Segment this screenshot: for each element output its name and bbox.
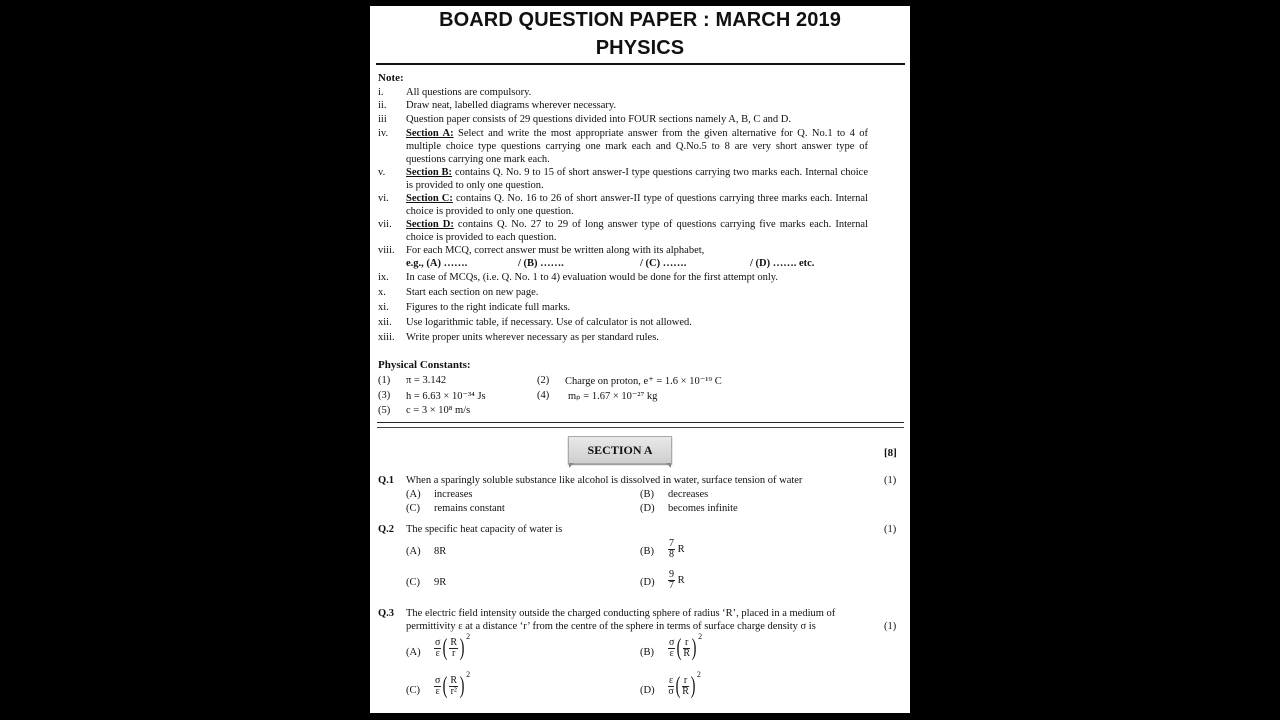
suffix: R — [677, 543, 685, 555]
note-text — [406, 166, 868, 192]
section-c-label: Section C: — [406, 193, 453, 204]
note-number: x. — [378, 287, 386, 298]
note-text — [406, 192, 868, 218]
numerator: σ — [669, 636, 675, 648]
note-text: All questions are compulsory. — [406, 87, 532, 98]
question-number: Q.3 — [378, 608, 395, 619]
numerator: r — [685, 636, 689, 648]
note-text: Question paper consists of 29 questions divided into FOUR sections namely A, B, C and D. — [406, 114, 791, 125]
exponent: 2 — [698, 632, 703, 641]
option-label: (A) — [406, 546, 421, 557]
option-expression: $\frac{\sigma}{\varepsilon}$ ( $\frac{R}{\text{r²}}$ ) 2 — [435, 670, 471, 699]
note-item — [378, 218, 868, 244]
option-label: (C) — [406, 685, 420, 696]
header-rule — [376, 63, 905, 65]
mcq-example-d: / (D) ……. etc. — [750, 258, 815, 269]
notes-heading: Note: — [378, 72, 404, 84]
question-marks: (1) — [884, 524, 897, 535]
option-label: (D) — [640, 577, 655, 588]
mcq-example-a: e.g., (A) ……. — [406, 258, 468, 269]
section-marks: [8] — [884, 447, 897, 459]
note-number: xii. — [378, 317, 392, 328]
option-text: becomes infinite — [668, 503, 738, 514]
note-text: Write proper units wherever necessary as per standard rules. — [406, 332, 659, 343]
note-text: Start each section on new page. — [406, 287, 539, 298]
denominator: ε — [435, 685, 440, 697]
numerator: 7 — [669, 538, 674, 549]
denominator: R — [683, 647, 691, 659]
constant-value: π = 3.142 — [406, 375, 447, 386]
denominator: ε — [435, 647, 440, 659]
note-number: viii. — [378, 245, 395, 256]
section-d-label: Section D: — [406, 219, 454, 230]
mcq-example-c: / (C) ……. — [640, 258, 687, 269]
exponent: 2 — [696, 670, 701, 679]
note-number: i. — [378, 87, 384, 98]
note-text: Draw neat, labelled diagrams wherever necessary. — [406, 100, 617, 111]
note-text — [406, 218, 868, 244]
option-expression: $\frac{\sigma}{\varepsilon}$ ( $\frac{r}{R}$ ) 2 — [669, 632, 703, 661]
note-text: Use logarithmic table, if necessary. Use of calculator is not allowed. — [406, 317, 692, 328]
note-number: ix. — [378, 272, 389, 283]
exponent: 2 — [466, 670, 471, 679]
note-item — [378, 127, 868, 167]
constant-number: (4) — [537, 390, 550, 401]
option-label: (D) — [640, 685, 655, 696]
note-text — [406, 127, 868, 166]
option-text: 9R — [434, 577, 447, 588]
option-text: increases — [434, 489, 473, 500]
option-expression: $\frac{\varepsilon}{\sigma}$ ( $\frac{r}{R}$ ) 2 — [668, 670, 701, 699]
suffix: R — [677, 574, 685, 586]
section-label: SECTION A — [587, 443, 653, 457]
exponent: 2 — [466, 632, 471, 641]
option-fraction — [668, 570, 685, 591]
note-number: v. — [378, 167, 386, 178]
banner-fold-right — [666, 463, 671, 468]
note-item — [378, 166, 868, 192]
constant-value: c = 3 × 10⁸ m/s — [406, 405, 471, 416]
option-text: remains constant — [434, 503, 505, 514]
option-label: (B) — [640, 647, 654, 658]
numerator: r — [683, 674, 688, 686]
question-marks: (1) — [884, 475, 897, 486]
note-number: vi. — [378, 193, 389, 204]
option-text: 8R — [434, 546, 447, 557]
section-a-label: Section A: — [406, 128, 454, 139]
denominator: σ — [668, 685, 674, 697]
option-label: (B) — [640, 546, 654, 557]
note-number: xiii. — [378, 332, 395, 343]
constant-value: Charge on proton, e⁺ = 1.6 × 10⁻¹⁹ C — [565, 376, 722, 387]
paper-subject: PHYSICS — [595, 37, 685, 59]
numerator: R — [450, 636, 458, 648]
note-body: contains Q. No. 16 to 26 of short answer-II type of questions carrying three marks each. Internal choice is provided to only one question. — [406, 193, 868, 217]
constants-heading: Physical Constants: — [378, 359, 471, 371]
note-number: ii. — [378, 100, 387, 111]
note-item — [378, 192, 868, 218]
denominator: ε — [669, 647, 674, 659]
option-label: (A) — [406, 489, 421, 500]
option-fraction — [668, 539, 685, 560]
constant-value: h = 6.63 × 10⁻³⁴ Js — [406, 391, 486, 402]
question-number: Q.2 — [378, 524, 395, 535]
numerator: 9 — [669, 569, 674, 580]
option-label: (B) — [640, 489, 654, 500]
note-body: Select and write the most appropriate answer from the given alternative for Q. No.1 to 4 of multiple choice type questions carrying one mark each and Q.No.5 to 8 are very short answer type of questions carrying one mark each. — [406, 128, 868, 165]
numerator: ε — [669, 674, 674, 686]
denominator: 8 — [669, 549, 674, 560]
question-text-line-1: The electric field intensity outside the charged conducting sphere of radius ‘R’, placed in a medium of — [406, 608, 836, 619]
section-divider — [377, 422, 904, 428]
question-number: Q.1 — [378, 475, 395, 486]
constant-number: (3) — [378, 390, 391, 401]
numerator: R — [450, 674, 458, 686]
option-text: decreases — [668, 489, 709, 500]
option-label: (A) — [406, 647, 421, 658]
banner-fold-left — [569, 463, 574, 468]
constant-number: (2) — [537, 375, 550, 386]
paper-title: BOARD QUESTION PAPER : MARCH 2019 — [439, 9, 841, 31]
section-a-banner — [568, 436, 672, 464]
note-number: iv. — [378, 128, 389, 139]
note-text: For each MCQ, correct answer must be written along with its alphabet, — [406, 245, 705, 256]
note-text: In case of MCQs, (i.e. Q. No. 1 to 4) evaluation would be done for the first attempt only. — [406, 272, 778, 283]
option-expression: $\frac{\sigma}{\varepsilon}$ ( $\frac{R}{r}$ ) 2 — [435, 632, 471, 661]
note-number: xi. — [378, 302, 389, 313]
option-label: (C) — [406, 577, 420, 588]
option-label: (D) — [640, 503, 655, 514]
numerator: σ — [435, 674, 441, 686]
numerator: σ — [435, 636, 441, 648]
denominator: r — [452, 647, 456, 659]
section-b-label: Section B: — [406, 167, 453, 178]
question-text: When a sparingly soluble substance like alcohol is dissolved in water, surface tension of water — [406, 475, 803, 486]
constant-number: (5) — [378, 405, 391, 416]
question-text-line-2: permittivity ε at a distance ‘r’ from the centre of the sphere in terms of surface charge density σ is — [406, 621, 816, 632]
note-body: contains Q. No. 27 to 29 of long answer type of questions carrying five marks each. Internal choice is provided to each question. — [406, 219, 869, 243]
constant-value: mₚ = 1.67 × 10⁻²⁷ kg — [568, 391, 658, 402]
denominator: R — [682, 685, 689, 697]
denominator: 7 — [669, 580, 674, 591]
denominator: r² — [450, 685, 457, 697]
note-number: vii. — [378, 219, 392, 230]
option-label: (C) — [406, 503, 420, 514]
question-paper-page — [370, 6, 910, 713]
constant-number: (1) — [378, 375, 391, 386]
note-text: Figures to the right indicate full marks. — [406, 302, 571, 313]
mcq-example-b: / (B) ……. — [518, 258, 564, 269]
note-number: iii — [378, 114, 387, 125]
note-body: contains Q. No. 9 to 15 of short answer-I type questions carrying two marks each. Internal choice is provided to only one question. — [406, 167, 868, 191]
question-text: The specific heat capacity of water is — [406, 524, 563, 535]
question-marks: (1) — [884, 621, 897, 632]
